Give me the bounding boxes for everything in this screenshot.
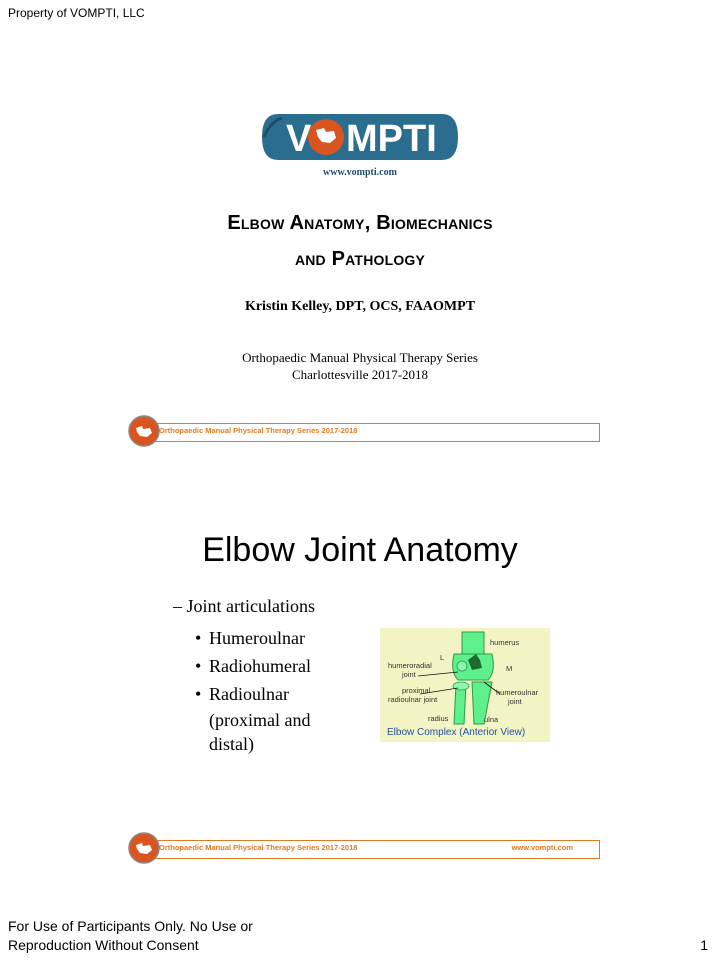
bullet-text: Joint articulations (186, 596, 315, 616)
svg-text:V: V (286, 118, 312, 160)
svg-text:MPTI: MPTI (346, 118, 437, 160)
label-humerus: humerus (490, 638, 520, 647)
label-humeroulnar-joint: joint (508, 697, 522, 706)
list-item-continuation: distal) (209, 734, 254, 754)
slide1-location: Charlottesville 2017-2018 (291, 367, 429, 382)
slide1-series: Orthopaedic Manual Physical Therapy Series (242, 350, 478, 365)
slide1-footer-bar (145, 423, 600, 442)
bullet-dot: • (195, 656, 202, 676)
slide2-footer-url[interactable]: www.vompti.com (511, 843, 573, 852)
slide2-footer-text: Orthopaedic Manual Physical Therapy Series 2017-2018 (159, 843, 358, 852)
label-ulna: ulna (484, 715, 499, 724)
label-proximal: proximal (402, 686, 431, 695)
label-humeroulnar: humeroulnar (496, 688, 539, 697)
elbow-complex-diagram (380, 628, 550, 742)
slide2-footer-badge-icon (128, 832, 160, 864)
list-item-text: Radiohumeral (209, 656, 311, 676)
list-item (195, 624, 311, 652)
slide1-footer-text: Orthopaedic Manual Physical Therapy Series 2017-2018 (159, 426, 358, 435)
slide1-title-line2: and Pathology (294, 248, 426, 270)
bullet-dot: • (195, 684, 202, 704)
label-lateral: L (440, 653, 445, 662)
label-humeroradial-joint: joint (402, 670, 416, 679)
usage-note-line2: Reproduction Without Consent (8, 937, 199, 953)
bullet-dot: • (195, 628, 202, 648)
bullet-dash: – (173, 596, 182, 616)
slide1-title-line1: Elbow Anatomy, Biomechanics (227, 212, 493, 234)
list-item-text: Radioulnar (209, 684, 289, 704)
label-radius: radius (428, 714, 449, 723)
bullet-joint-articulations (173, 596, 315, 617)
slide1-footer-badge-icon (128, 415, 160, 447)
slide2-footer-bar (145, 840, 600, 859)
sub-bullet-list (195, 624, 311, 756)
vompti-logo (260, 112, 460, 162)
logo-shape (260, 112, 460, 162)
label-medial: M (506, 664, 513, 673)
usage-note-line1: For Use of Participants Only. No Use or (8, 918, 253, 934)
list-item (195, 652, 311, 680)
slide1-author: Kristin Kelley, DPT, OCS, FAAOMPT (244, 299, 476, 314)
diagram-caption: Elbow Complex (Anterior View) (387, 727, 526, 738)
list-item-continuation: (proximal and (209, 710, 311, 730)
slide2-title: Elbow Joint Anatomy (202, 531, 518, 569)
logo-url[interactable]: www.vompti.com (323, 167, 397, 178)
list-item (195, 680, 311, 708)
label-humeroradial: humeroradial (388, 661, 432, 670)
page-number: 1 (700, 937, 708, 953)
property-note: Property of VOMPTI, LLC (8, 6, 145, 20)
elbow-bones-illustration (380, 628, 550, 742)
list-item-text: Humeroulnar (209, 628, 305, 648)
label-radioulnar-joint: radioulnar joint (388, 695, 438, 704)
